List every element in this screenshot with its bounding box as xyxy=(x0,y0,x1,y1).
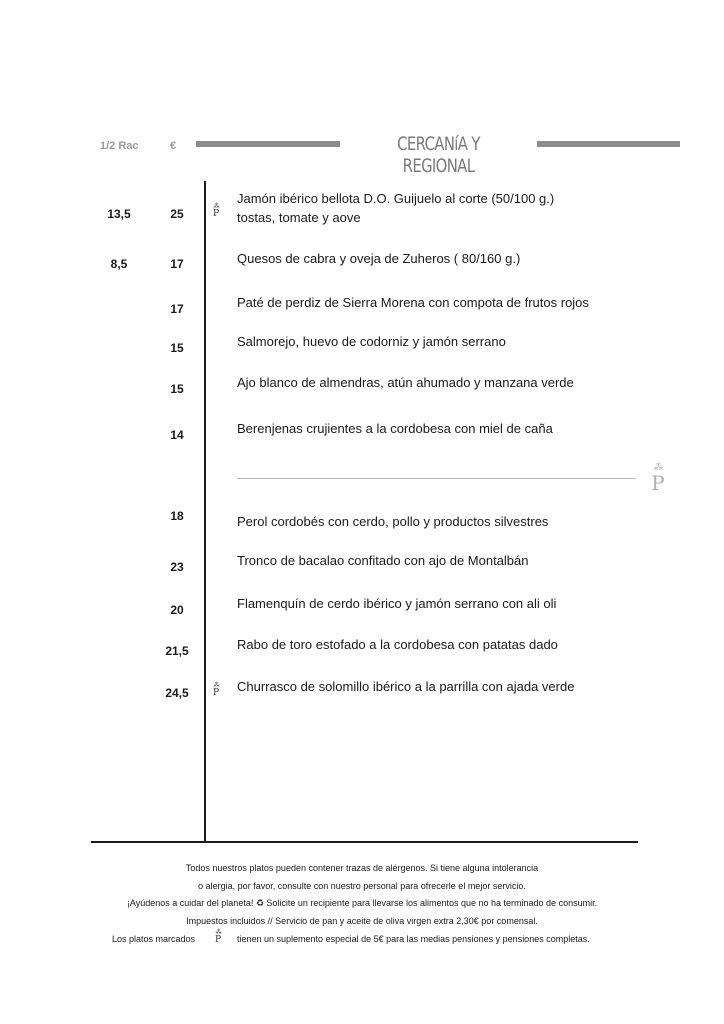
section-title: CERCANíA Y REGIONAL xyxy=(397,133,480,177)
taxes-note: Impuestos incluidos // Servicio de pan y aceite de oliva virgen extra 2,30€ por comensal. xyxy=(186,916,538,926)
section-divider xyxy=(237,478,636,479)
header-bar-left xyxy=(196,141,340,147)
dish-name: Perol cordobés con cerdo, pollo y productos silvestres xyxy=(237,514,549,529)
allergen-note-line-1: Todos nuestros platos pueden contener trazas de alérgenos. Si tiene alguna intolerancia xyxy=(185,863,539,873)
dish-name: Tronco de bacalao confitado con ajo de Montalbán xyxy=(237,553,529,568)
full-price: 23 xyxy=(170,560,184,574)
supplement-note-start: Los platos marcados xyxy=(112,934,196,944)
full-price: 15 xyxy=(170,382,184,396)
supplement-mark-icon xyxy=(215,930,221,945)
mark-crown: ⁂ xyxy=(213,682,219,689)
half-price: 8,5 xyxy=(110,257,128,271)
planet-note: ¡Ayúdenos a cuidar del planeta! ♻ Solicite un recipiente para llevarse los alimentos que no ha terminado de consumir. xyxy=(126,898,598,908)
full-price: 17 xyxy=(170,302,184,316)
allergen-note-line-2: o alergia, por favor, consulte con nuestro personal para ofrecerle el mejor servicio. xyxy=(198,881,526,891)
dish-name: Churrasco de solomillo ibérico a la parrilla con ajada verde xyxy=(237,679,575,694)
full-price: 20 xyxy=(170,603,184,617)
dish-line: tostas, tomate y aove xyxy=(237,210,361,225)
full-price: 21,5 xyxy=(165,644,189,658)
price-column-header: € xyxy=(170,140,177,152)
full-price: 18 xyxy=(170,509,184,523)
supplement-mark-icon xyxy=(213,683,219,698)
menu-bottom-rule xyxy=(91,841,638,843)
mark-letter: P xyxy=(213,209,220,219)
dish-name: Flamenquín de cerdo ibérico y jamón serrano con ali oli xyxy=(237,596,557,611)
supplement-mark-icon xyxy=(213,204,219,219)
dish-name: Berenjenas crujientes a la cordobesa con miel de caña xyxy=(237,421,553,436)
logo-crown: ⁂ xyxy=(653,462,663,473)
dish-name: Quesos de cabra y oveja de Zuheros ( 80/160 g.) xyxy=(237,251,521,266)
half-ration-column-header: 1/2 Rac xyxy=(100,140,139,152)
supplement-note-end: tienen un suplemento especial de 5€ para las medias pensiones y pensiones completas. xyxy=(237,934,590,944)
half-price: 13,5 xyxy=(107,207,131,221)
mark-crown: ⁂ xyxy=(213,203,219,210)
mark-letter: P xyxy=(215,935,222,945)
full-price: 15 xyxy=(170,341,184,355)
full-price: 24,5 xyxy=(165,686,189,700)
column-separator xyxy=(204,181,206,842)
full-price: 14 xyxy=(170,428,184,442)
full-price: 25 xyxy=(170,207,184,221)
mark-letter: P xyxy=(213,688,220,698)
dish-name: Rabo de toro estofado a la cordobesa con patatas dado xyxy=(237,637,558,652)
dish-name xyxy=(237,189,554,227)
mark-crown: ⁂ xyxy=(215,929,221,936)
dish-line: Jamón ibérico bellota D.O. Guijuelo al corte (50/100 g.) xyxy=(237,191,555,206)
brand-logo-icon xyxy=(647,463,669,494)
full-price: 17 xyxy=(170,257,184,271)
dish-name: Ajo blanco de almendras, atún ahumado y manzana verde xyxy=(237,375,574,390)
logo-letter: P xyxy=(651,471,665,495)
dish-name: Paté de perdiz de Sierra Morena con compota de frutos rojos xyxy=(237,295,589,310)
dish-name: Salmorejo, huevo de codorniz y jamón serrano xyxy=(237,334,506,349)
header-bar-right xyxy=(537,141,680,147)
